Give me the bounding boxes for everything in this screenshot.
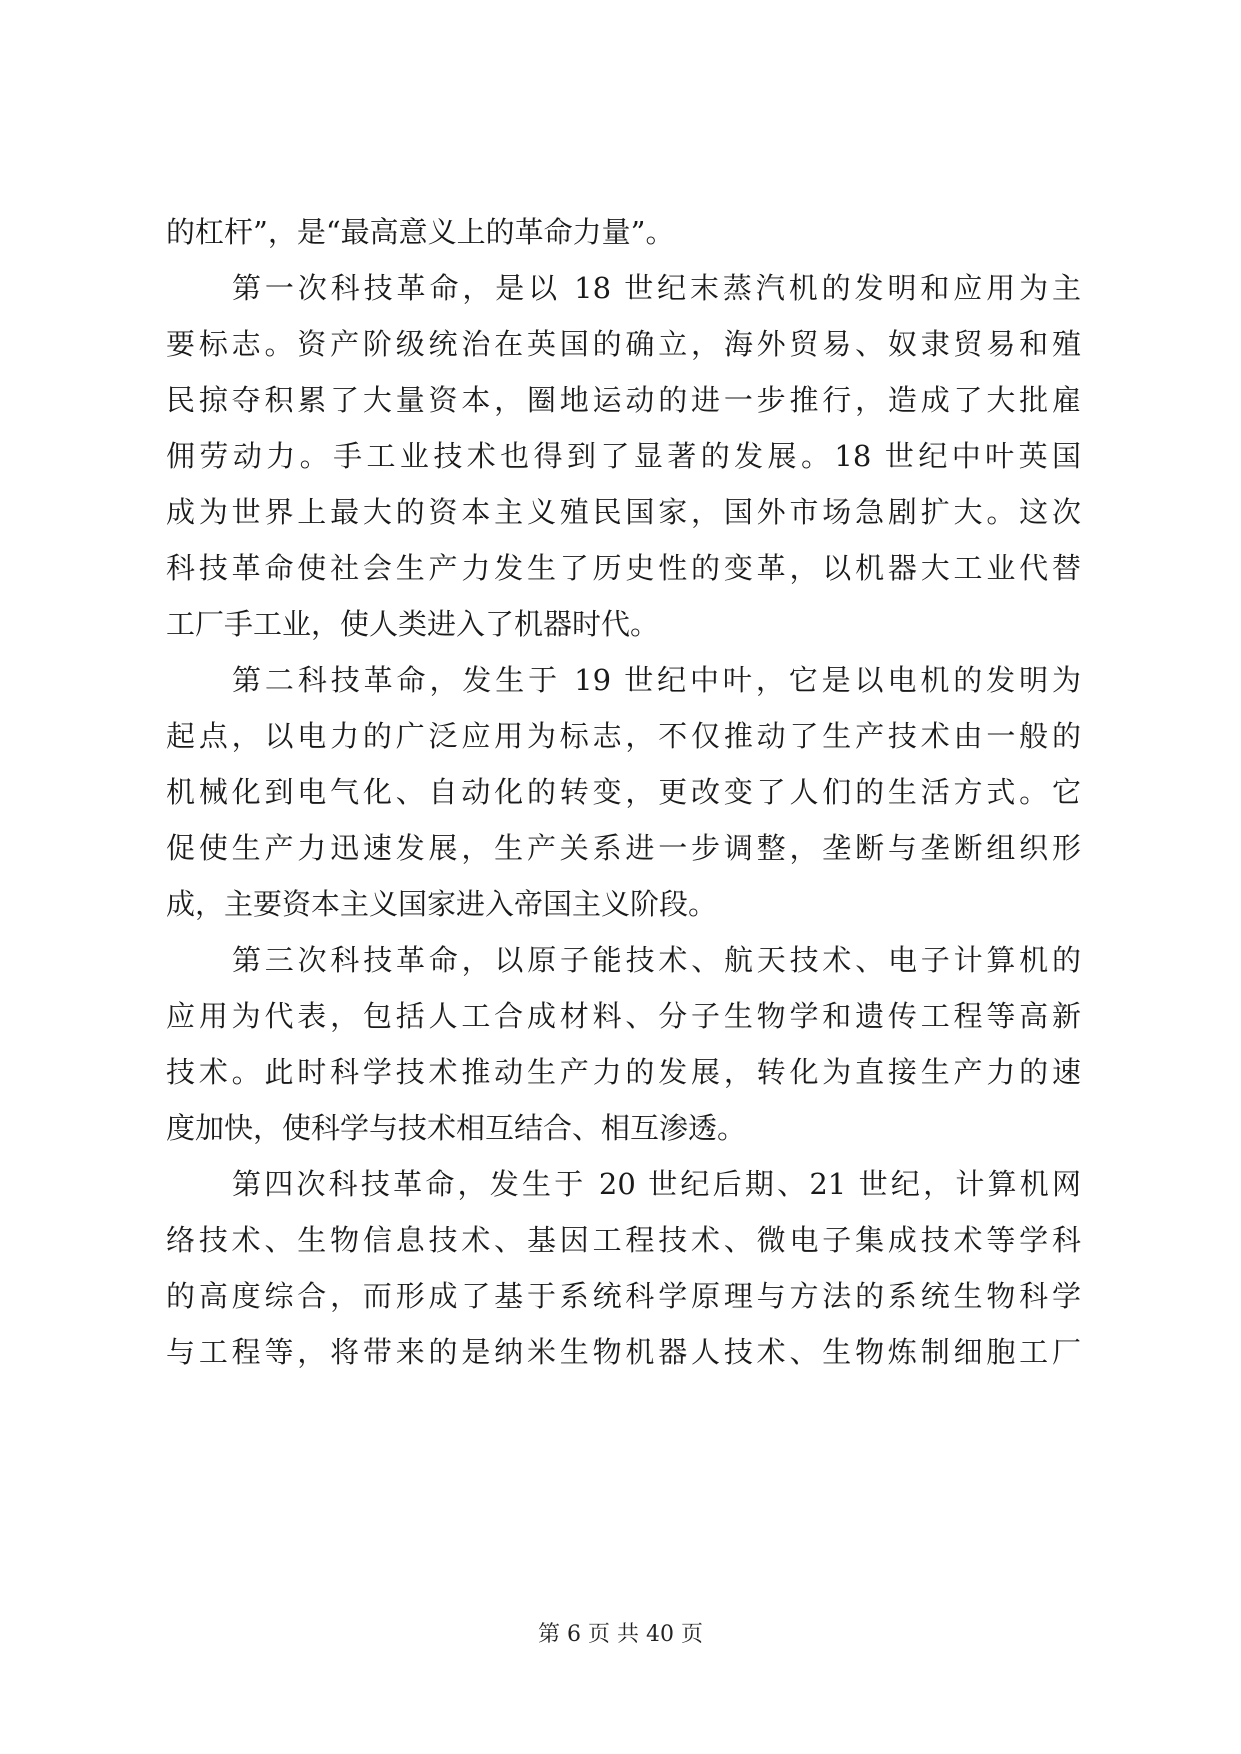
text-line: 佣劳动力。手工业技术也得到了显著的发展。18 世纪中叶英国: [166, 439, 1081, 473]
text-line: 起点，以电力的广泛应用为标志，不仅推动了生产技术由一般的: [166, 719, 1081, 753]
text-line: 的杠杆”，是“最高意义上的革命力量”。: [166, 215, 675, 249]
text-line: 第三次科技革命，以原子能技术、航天技术、电子计算机的: [232, 943, 1081, 977]
text-line: 的高度综合，而形成了基于系统科学原理与方法的系统生物科学: [166, 1279, 1081, 1313]
text-line: 技术。此时科学技术推动生产力的发展，转化为直接生产力的速: [166, 1055, 1081, 1089]
text-line: 促使生产力迅速发展，生产关系进一步调整，垄断与垄断组织形: [166, 831, 1081, 865]
text-line: 第二科技革命，发生于 19 世纪中叶，它是以电机的发明为: [232, 663, 1081, 697]
text-line: 科技革命使社会生产力发生了历史性的变革，以机器大工业代替: [166, 551, 1081, 585]
text-line: 第一次科技革命，是以 18 世纪末蒸汽机的发明和应用为主: [232, 271, 1081, 305]
text-line: 工厂手工业，使人类进入了机器时代。: [166, 607, 660, 641]
text-line: 成为世界上最大的资本主义殖民国家，国外市场急剧扩大。这次: [166, 495, 1081, 529]
text-line: 要标志。资产阶级统治在英国的确立，海外贸易、奴隶贸易和殖: [166, 327, 1081, 361]
text-line: 与工程等，将带来的是纳米生物机器人技术、生物炼制细胞工厂: [166, 1335, 1081, 1369]
text-line: 应用为代表，包括人工合成材料、分子生物学和遗传工程等高新: [166, 999, 1081, 1033]
text-line: 度加快，使科学与技术相互结合、相互渗透。: [166, 1111, 747, 1145]
body-text: [166, 204, 1081, 1380]
text-line: 络技术、生物信息技术、基因工程技术、微电子集成技术等学科: [166, 1223, 1081, 1257]
page-number-footer: 第 6 页 共 40 页: [538, 1622, 703, 1647]
text-line: 成，主要资本主义国家进入帝国主义阶段。: [166, 887, 718, 921]
text-line: 民掠夺积累了大量资本，圈地运动的进一步推行，造成了大批雇: [166, 383, 1081, 417]
text-line: 第四次科技革命，发生于 20 世纪后期、21 世纪，计算机网: [232, 1167, 1081, 1201]
text-line: 机械化到电气化、自动化的转变，更改变了人们的生活方式。它: [166, 775, 1081, 809]
